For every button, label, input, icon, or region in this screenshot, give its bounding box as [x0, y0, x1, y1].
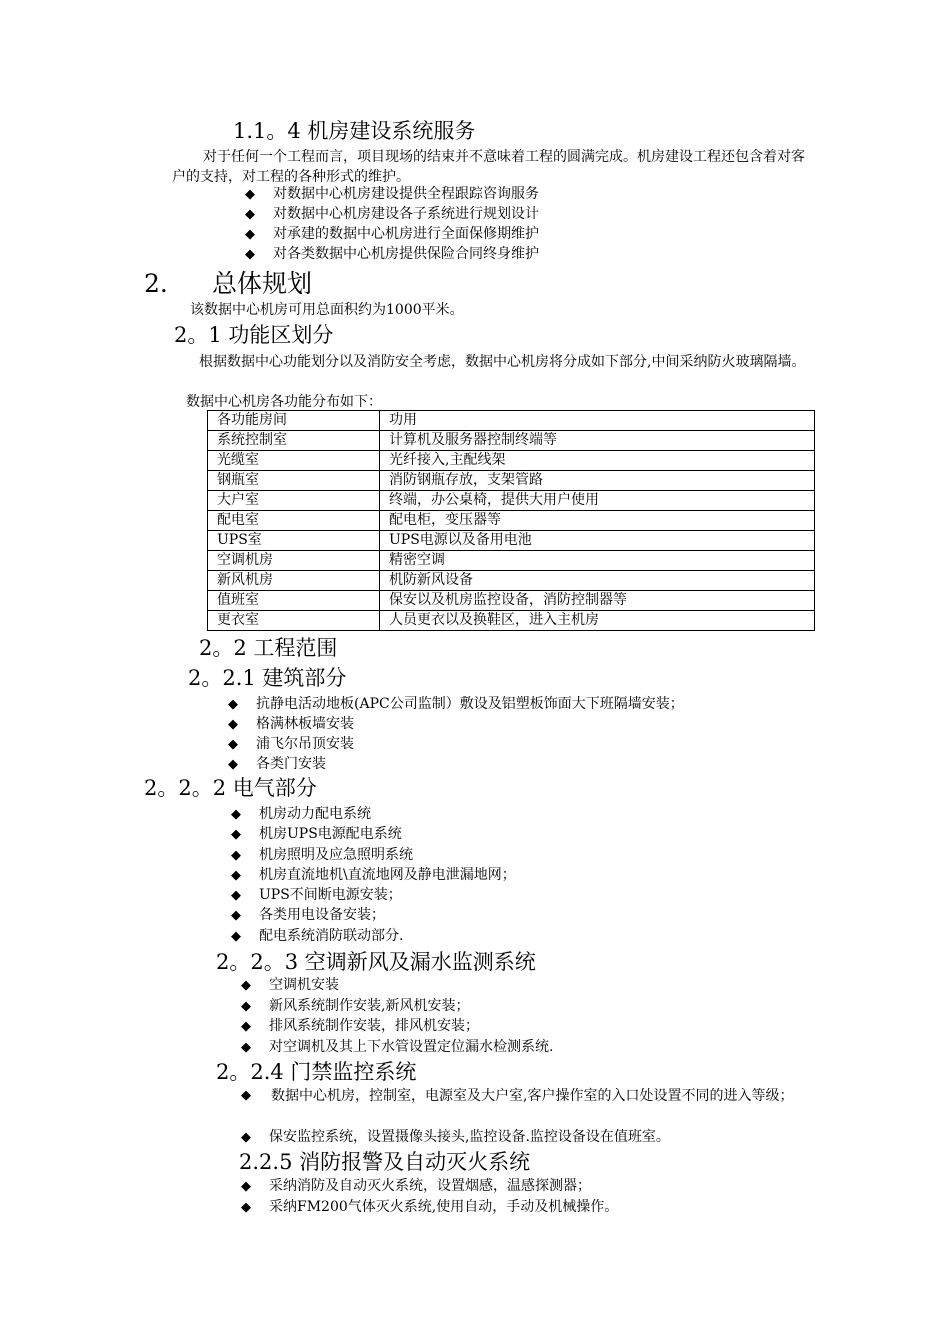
list-item: ◆ 抗静电活动地板(APC公司监制）敷设及铝塑板饰面大下班隔墙安装； — [228, 694, 684, 715]
list-item: ◆ 浦飞尔吊顶安装 — [228, 734, 354, 755]
diamond-bullet-icon: ◆ — [241, 1130, 251, 1145]
diamond-bullet-icon: ◆ — [245, 227, 255, 242]
list-item: ◆ 保安监控系统，设置摄像头接头,监控设备.监控设备设在值班室。 — [241, 1127, 670, 1148]
table-cell: 光纤接入,主配线架 — [380, 451, 815, 471]
table-cell: 钢瓶室 — [208, 471, 380, 491]
list-item: ◆ 对各类数据中心机房提供保险合同终身维护 — [245, 244, 539, 265]
diamond-bullet-icon: ◆ — [228, 737, 238, 752]
diamond-bullet-icon: ◆ — [231, 848, 241, 863]
list-item: ◆ 排风系统制作安装，排风机安装； — [241, 1016, 479, 1037]
table-cell: 计算机及服务器控制终端等 — [380, 431, 815, 451]
chapter-intro: 该数据中心机房可用总面积约为1000平米。 — [190, 302, 464, 318]
table-row — [208, 531, 815, 551]
table-cell: 终端，办公桌椅，提供大用户使用 — [380, 491, 815, 511]
table-cell: 值班室 — [208, 591, 380, 611]
table-cell: UPS室 — [208, 531, 380, 551]
diamond-bullet-icon: ◆ — [231, 929, 241, 944]
diamond-bullet-icon: ◆ — [231, 908, 241, 923]
table-row — [208, 611, 815, 631]
list-item: ◆ 各类用电设备安装； — [231, 905, 385, 926]
diamond-bullet-icon: ◆ — [241, 1200, 251, 1215]
list-item: ◆ 采纳FM200气体灭火系统,使用自动，手动及机械操作。 — [241, 1197, 618, 1218]
table-cell: 新风机房 — [208, 571, 380, 591]
table-row — [208, 571, 815, 591]
table-cell: 更衣室 — [208, 611, 380, 631]
list-item: ◆ 采纳消防及自动灭火系统，设置烟感，温感探测器； — [241, 1176, 591, 1197]
section-heading-2-2: 2。2 工程范围 — [199, 636, 338, 660]
table-header-row — [208, 411, 815, 431]
list-item: ◆ 对数据中心机房建设各子系统进行规划设计 — [245, 204, 539, 225]
table-cell: 光缆室 — [208, 451, 380, 471]
chapter-title: 总体规划 — [212, 269, 313, 298]
table-caption: 数据中心机房各功能分布如下： — [186, 394, 382, 410]
table-row — [208, 591, 815, 611]
table-cell: UPS电源以及备用电池 — [380, 531, 815, 551]
section-heading-2-2-1: 2。2.1 建筑部分 — [188, 666, 347, 690]
diamond-bullet-icon: ◆ — [241, 1040, 251, 1055]
list-item: ◆ 配电系统消防联动部分. — [231, 926, 403, 947]
table-row — [208, 431, 815, 451]
table-row — [208, 551, 815, 571]
table-header-cell: 功用 — [380, 411, 815, 431]
diamond-bullet-icon: ◆ — [241, 1088, 251, 1103]
diamond-bullet-icon: ◆ — [228, 717, 238, 732]
diamond-bullet-icon: ◆ — [241, 999, 251, 1014]
table-row — [208, 511, 815, 531]
diamond-bullet-icon: ◆ — [228, 757, 238, 772]
list-item: ◆ 新风系统制作安装,新风机安装； — [241, 996, 469, 1017]
section-heading-2-2-3: 2。2。3 空调新风及漏水监测系统 — [216, 950, 536, 974]
diamond-bullet-icon: ◆ — [231, 868, 241, 883]
table-cell: 配电柜，变压器等 — [380, 511, 815, 531]
section-intro-1-1-4: 对于任何一个工程而言，项目现场的结束并不意味着工程的圆满完成。机房建设工程还包含着对客户的支持，对工程的各种形式的维护。 — [172, 149, 805, 185]
list-item: ◆ 机房直流地机\直流地网及静电泄漏地网； — [231, 865, 516, 886]
section-heading-2-2-5: 2.2.5 消防报警及自动灭火系统 — [239, 1150, 531, 1174]
table-header-cell: 各功能房间 — [208, 411, 380, 431]
table-row — [208, 451, 815, 471]
diamond-bullet-icon: ◆ — [245, 187, 255, 202]
list-item: ◆ 空调机安装 — [241, 975, 339, 996]
diamond-bullet-icon: ◆ — [231, 827, 241, 842]
diamond-bullet-icon: ◆ — [245, 207, 255, 222]
list-item: ◆ 格满林板墙安装 — [228, 714, 354, 735]
section-heading-1-1-4: 1.1。4 机房建设系统服务 — [233, 119, 476, 143]
list-item: ◆ 对数据中心机房建设提供全程跟踪咨询服务 — [245, 184, 539, 205]
table-cell: 系统控制室 — [208, 431, 380, 451]
table-cell: 空调机房 — [208, 551, 380, 571]
chapter-number: 2. — [144, 269, 168, 298]
table-cell: 机防新风设备 — [380, 571, 815, 591]
list-item: ◆ 机房照明及应急照明系统 — [231, 845, 413, 866]
section-heading-2-1: 2。1 功能区划分 — [174, 323, 334, 347]
table-row — [208, 471, 815, 491]
list-item: ◆ 各类门安装 — [228, 754, 326, 775]
section-heading-2-2-4: 2。2.4 门禁监控系统 — [216, 1060, 417, 1084]
section-heading-2-2-2: 2。2。2 电气部分 — [144, 776, 317, 800]
diamond-bullet-icon: ◆ — [241, 1019, 251, 1034]
list-item: ◆ 对承建的数据中心机房进行全面保修期维护 — [245, 224, 539, 245]
diamond-bullet-icon: ◆ — [231, 888, 241, 903]
table-cell: 大户室 — [208, 491, 380, 511]
table-cell: 保安以及机房监控设备，消防控制器等 — [380, 591, 815, 611]
list-item: ◆ UPS不间断电源安装； — [231, 885, 402, 906]
diamond-bullet-icon: ◆ — [228, 697, 238, 712]
diamond-bullet-icon: ◆ — [241, 1179, 251, 1194]
diamond-bullet-icon: ◆ — [231, 807, 241, 822]
diamond-bullet-icon: ◆ — [241, 978, 251, 993]
list-item: ◆ 机房UPS电源配电系统 — [231, 824, 402, 845]
table-row — [208, 491, 815, 511]
table-cell: 精密空调 — [380, 551, 815, 571]
section-intro-2-1: 根据数据中心功能划分以及消防安全考虑，数据中心机房将分成如下部分,中间采纳防火玻璃隔墙。 — [199, 354, 806, 370]
list-item: ◆ 机房动力配电系统 — [231, 804, 371, 825]
table-cell: 人员更衣以及换鞋区，进入主机房 — [380, 611, 815, 631]
diamond-bullet-icon: ◆ — [245, 247, 255, 262]
list-item: ◆ 数据中心机房，控制室，电源室及大户室,客户操作室的入口处设置不同的进入等级； — [241, 1088, 794, 1104]
table-cell: 配电室 — [208, 511, 380, 531]
table-cell: 消防钢瓶存放，支架管路 — [380, 471, 815, 491]
function-room-table — [207, 410, 815, 631]
list-item: ◆ 对空调机及其上下水管设置定位漏水检测系统. — [241, 1037, 553, 1058]
